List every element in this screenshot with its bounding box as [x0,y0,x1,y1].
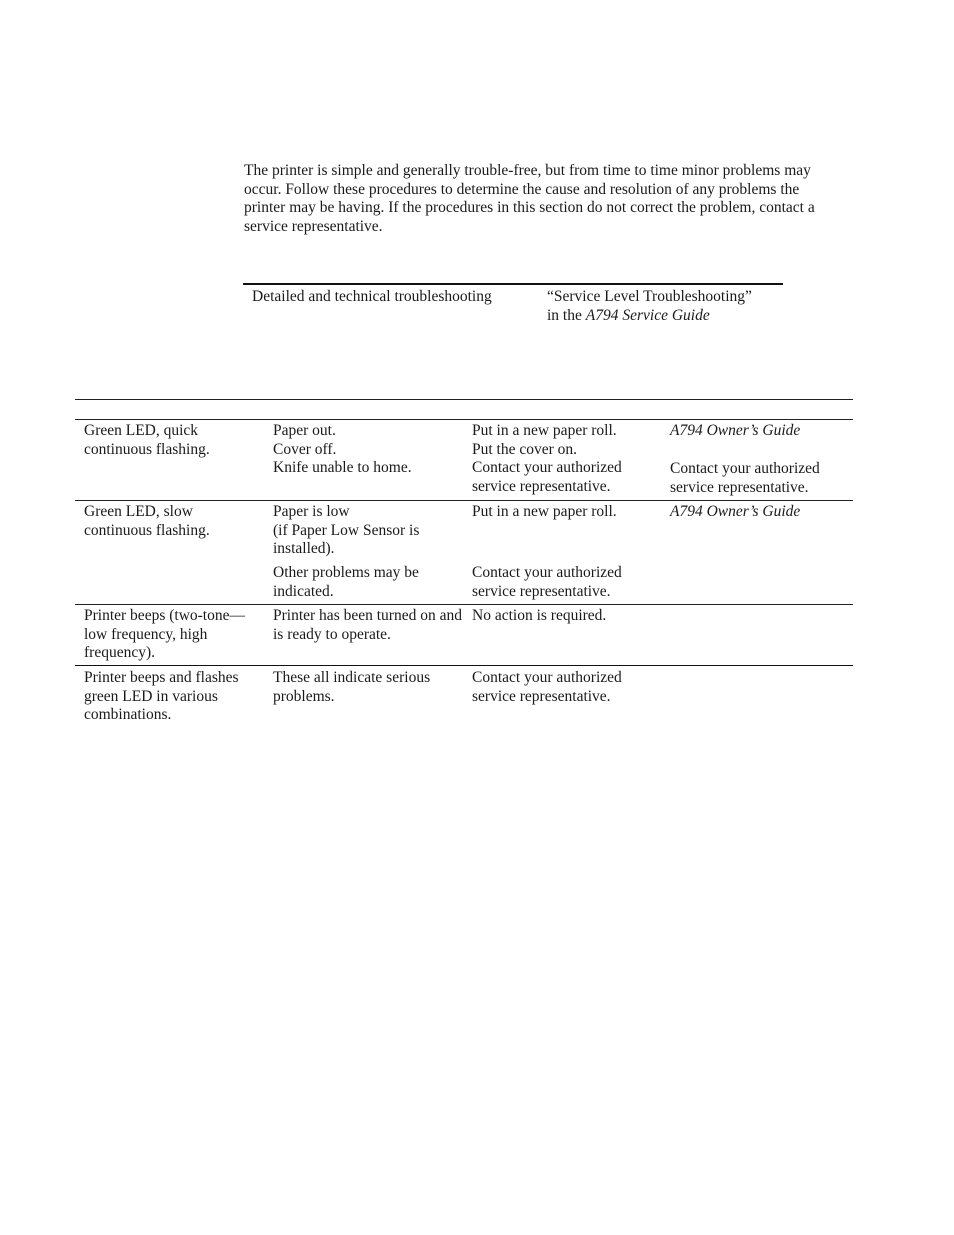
row1-action [472,422,662,497]
reference-topic: Detailed and technical troubleshooting [252,288,492,305]
row1-cause [273,422,463,478]
table-header-rule [75,419,853,420]
row1-cause-line: Cover off. [273,440,337,458]
row1-action-line: Contact your authorized service representative. [472,459,622,496]
row-divider [75,665,853,666]
row1-reference-text: Contact your authorized service representative. [670,460,820,496]
row-divider [75,500,853,501]
row1-indication: Green LED, quick continuous flashing. [84,422,210,458]
reference-source-title: A794 Service Guide [585,306,710,324]
row4-cause: These all indicate serious problems. [273,669,431,705]
row1-reference-title: A794 Owner’s Guide [670,422,801,439]
row2-cause-line: (if Paper Low Sensor is installed). [273,521,420,558]
row2-indication: Green LED, slow continuous flashing. [84,503,210,539]
reference-source [547,288,787,325]
row3-cause: Printer has been turned on and is ready to operate. [273,607,462,643]
row2-action-secondary: Contact your authorized service representative. [472,564,622,600]
intro-paragraph: The printer is simple and generally trouble-free, but from time to time minor problems may occur. Follow these procedures to determine the cause and resolution of any problems the printer may be having. If the procedures in this section do not correct the problem, contact a service representative. [244,162,815,236]
row1-cause-line: Knife unable to home. [273,459,412,477]
row2-cause [273,503,463,559]
row2-reference-title: A794 Owner’s Guide [670,503,801,520]
row1-action-line: Put in a new paper roll. [472,422,617,439]
row1-action-line: Put the cover on. [472,440,578,458]
reference-source-line1: “Service Level Troubleshooting” [547,288,752,305]
row2-cause-line: Paper is low [273,503,350,520]
row4-indication: Printer beeps and flashes green LED in various combinations. [84,669,239,724]
row1-cause-line: Paper out. [273,422,336,439]
row4-action: Contact your authorized service representative. [472,669,622,705]
row2-cause-secondary: Other problems may be indicated. [273,564,419,600]
table-top-rule [75,399,853,400]
row2-action: Put in a new paper roll. [472,503,617,520]
row3-action: No action is required. [472,607,607,624]
reference-table-rule [243,283,783,285]
row-divider [75,604,853,605]
row3-indication: Printer beeps (two-tone—low frequency, high frequency). [84,607,245,662]
reference-source-prefix: in the [547,306,586,324]
